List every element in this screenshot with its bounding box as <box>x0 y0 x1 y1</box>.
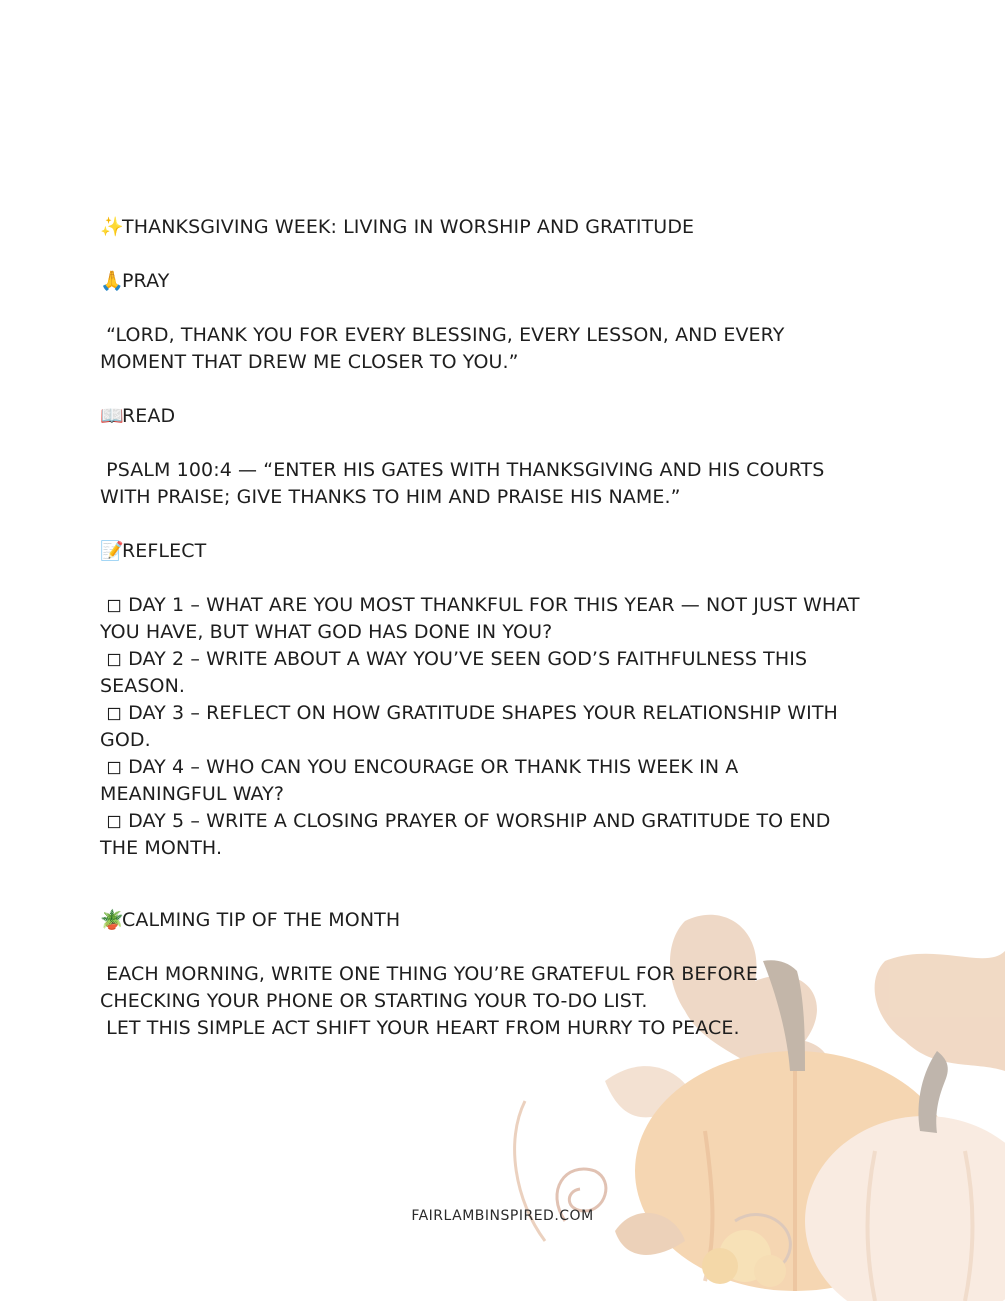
reflect-day-5: ◻ DAY 5 – WRITE A CLOSING PRAYER OF WORSHIP AND GRATITUDE TO END THE MONTH. <box>100 810 831 859</box>
reflect-label: 📝REFLECT <box>100 538 900 565</box>
memo-icon: 📝 <box>100 540 124 562</box>
calming-tip-line: EACH MORNING, WRITE ONE THING YOU’RE GRATEFUL FOR BEFORE <box>106 963 759 985</box>
praying-hands-icon: 🙏 <box>100 270 124 292</box>
read-label: 📖READ <box>100 403 900 430</box>
pray-text-line: “LORD, THANK YOU FOR EVERY BLESSING, EVERY LESSON, AND EVERY <box>106 324 785 346</box>
footer-website: FAIRLAMBINSPIRED.COM <box>411 1208 594 1224</box>
scripture-line: PSALM 100:4 — “ENTER HIS GATES WITH THANKSGIVING AND HIS COURTS <box>106 459 825 481</box>
sparkles-icon: ✨ <box>100 216 124 238</box>
pray-text-line: MOMENT THAT DREW ME CLOSER TO YOU.” <box>100 351 519 373</box>
reflect-day-1: ◻ DAY 1 – WHAT ARE YOU MOST THANKFUL FOR THIS YEAR — NOT JUST WHAT YOU HAVE, BUT WHAT GOD HAS DONE IN YOU? <box>100 594 860 643</box>
reflect-day-2: ◻ DAY 2 – WRITE ABOUT A WAY YOU’VE SEEN GOD’S FAITHFULNESS THIS SEASON. <box>100 648 808 697</box>
reflect-day-4: ◻ DAY 4 – WHO CAN YOU ENCOURAGE OR THANK THIS WEEK IN A MEANINGFUL WAY? <box>100 756 739 805</box>
devotional-content <box>100 214 900 1042</box>
open-book-icon: 📖 <box>100 405 124 427</box>
reflect-day-3: ◻ DAY 3 – REFLECT ON HOW GRATITUDE SHAPES YOUR RELATIONSHIP WITH GOD. <box>100 702 838 751</box>
week-heading: ✨THANKSGIVING WEEK: LIVING IN WORSHIP AND GRATITUDE <box>100 214 900 241</box>
potted-plant-icon: 🪴 <box>100 909 124 931</box>
calming-tip-line: CHECKING YOUR PHONE OR STARTING YOUR TO-DO LIST. <box>100 990 648 1012</box>
calming-tip-label: 🪴CALMING TIP OF THE MONTH <box>100 907 900 934</box>
scripture-line: WITH PRAISE; GIVE THANKS TO HIM AND PRAISE HIS NAME.” <box>100 486 681 508</box>
calming-tip-line: LET THIS SIMPLE ACT SHIFT YOUR HEART FROM HURRY TO PEACE. <box>106 1017 740 1039</box>
pray-label: 🙏PRAY <box>100 268 900 295</box>
